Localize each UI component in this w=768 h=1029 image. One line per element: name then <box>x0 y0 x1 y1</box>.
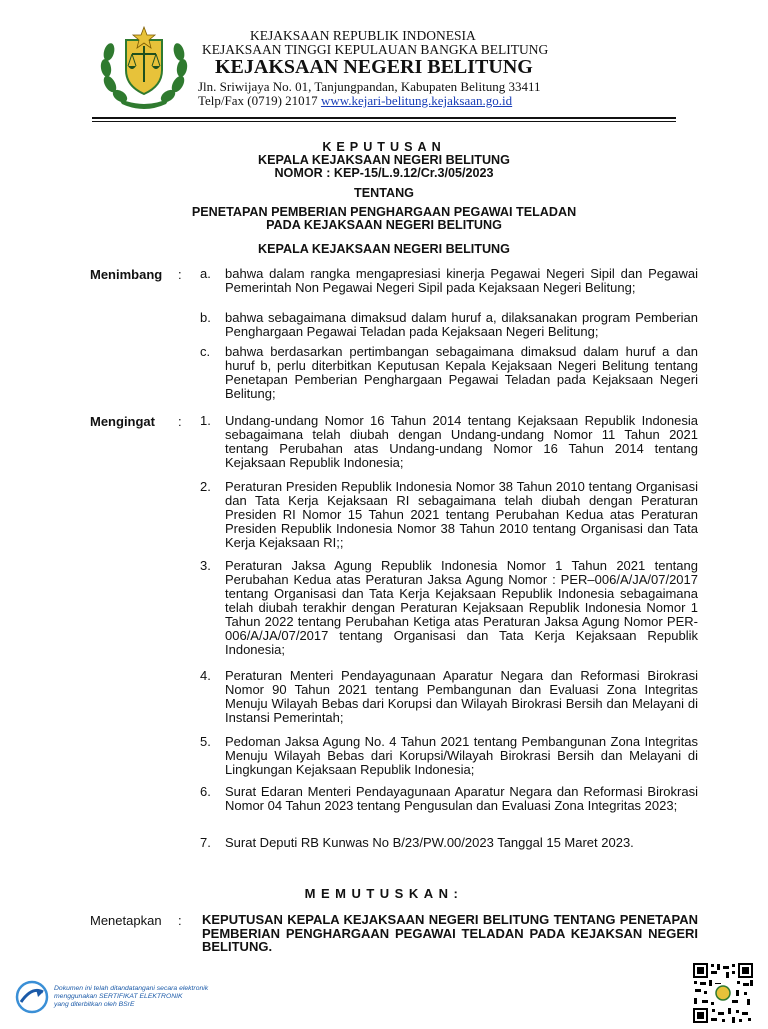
item-marker: b. <box>200 310 211 325</box>
mengingat-label: Mengingat <box>90 414 155 429</box>
item-marker: c. <box>200 344 211 359</box>
mengingat-item <box>200 669 698 725</box>
item-text: Peraturan Presiden Republik Indonesia Nomor 38 Tahun 2010 tentang Organisasi dan Tata Kerja Kejaksaan RI sebagaimana telah diubah dengan Peraturan Presiden RI Nomor 15 Tahun 2021 tentang Perubahan Kedua atas Peraturan Presiden Republik Indonesia Nomor 38 Tahun 2010 tentang Organisasi dan Tata Kerja Kejaksaan RI;; <box>225 479 698 550</box>
mengingat-item <box>200 836 698 850</box>
mengingat-item <box>200 735 698 777</box>
letterhead-website-link[interactable]: www.kejari-belitung.kejaksaan.go.id <box>320 93 513 108</box>
item-text: bahwa berdasarkan pertimbangan sebagaimana dimaksud dalam huruf a dan huruf b, perlu diterbitkan Keputusan Kepala Kejaksaan Negeri Belitung tentang Penetapan Pemberian Penghargaan Pegawai Teladan pada Kejaksaan Negeri Belitung; <box>225 344 698 401</box>
item-text: Pedoman Jaksa Agung No. 4 Tahun 2021 tentang Pembangunan Zona Integritas Menuju Wilayah Bebas dari Korupsi/Wilayah Birokrasi Bersih dan Melayani di Lingkungan Kejaksaan Republik Indonesia; <box>225 734 698 777</box>
esign-line3: yang diterbitkan oleh BSrE <box>54 1001 135 1008</box>
menimbang-item <box>200 267 698 295</box>
menetapkan-text: KEPUTUSAN KEPALA KEJAKSAAN NEGERI BELITUNG TENTANG PENETAPAN PEMBERIAN PENGHARGAAN PEGAWAI TELADAN PADA KEJAKSAN NEGERI BELITUNG. <box>202 912 698 954</box>
item-text: Peraturan Jaksa Agung Republik Indonesia Nomor 1 Tahun 2021 tentang Perubahan Kedua atas Peraturan Jaksa Agung Nomor : PER–006/A/JA/07/2017 tentang Organisasi dan Tata Kerja Kejaksaan Republik Indonesia sebagaimana telah diubah terakhir dengan Peraturan Kejaksaan Republik Indonesia Nomor 1 Tahun 2022 tentang Perubahan Ketiga atas Peraturan Jaksa Agung Nomor PER-006/A/JA/07/2017 tentang Organisasi dan Tata Kerja Kejaksaan Republik Indonesia; <box>225 558 698 657</box>
letterhead-rule-thin <box>92 121 676 122</box>
decree-tentang: TENTANG <box>354 186 414 200</box>
decree-heading: KEPUTUSAN <box>322 140 446 154</box>
item-marker: 6. <box>200 784 211 799</box>
memutuskan-heading: MEMUTUSKAN: <box>304 886 464 901</box>
letterhead-phone: Telp/Fax (0719) 21017 <box>198 93 318 108</box>
item-text: Peraturan Menteri Pendayagunaan Aparatur Negara dan Reformasi Birokrasi Nomor 90 Tahun 2021 tentang Pembangunan dan Evaluasi Zona Integritas Menuju Wilayah Bebas dari Korupsi dan Wilayah Birokrasi Bersih dan Melayani di Instansi Pemerintah; <box>225 668 698 725</box>
menimbang-item <box>200 345 698 401</box>
qr-code-icon <box>692 962 754 1024</box>
decree-issuer-repeat: KEPALA KEJAKSAAN NEGERI BELITUNG <box>258 242 510 256</box>
item-marker: 4. <box>200 668 211 683</box>
mengingat-item <box>200 414 698 470</box>
item-marker: 3. <box>200 558 211 573</box>
item-marker: 5. <box>200 734 211 749</box>
esign-line2: menggunakan SERTIFIKAT ELEKTRONIK <box>54 993 183 1000</box>
item-text: Surat Deputi RB Kunwas No B/23/PW.00/2023 Tanggal 15 Maret 2023. <box>225 835 634 850</box>
decree-subject-line1: PENETAPAN PEMBERIAN PENGHARGAAN PEGAWAI TELADAN <box>191 205 577 219</box>
menetapkan-label: Menetapkan <box>90 913 162 928</box>
bsre-logo-icon <box>12 980 52 1014</box>
letterhead-line2: KEJAKSAAN TINGGI KEPULAUAN BANGKA BELITUNG <box>202 42 549 57</box>
mengingat-item <box>200 785 698 813</box>
decree-number: NOMOR : KEP-15/L.9.12/Cr.3/05/2023 <box>274 166 494 180</box>
item-marker: 7. <box>200 835 211 850</box>
decree-subject-line2: PADA KEJAKSAAN NEGERI BELITUNG <box>266 218 502 232</box>
item-text: bahwa sebagaimana dimaksud dalam huruf a, dilaksanakan program Pemberian Penghargaan Pegawai Teladan pada Kejaksaan Negeri Belitung; <box>225 310 698 339</box>
item-text: Surat Edaran Menteri Pendayagunaan Aparatur Negara dan Reformasi Birokrasi Nomor 04 Tahun 2023 tentang Pengusulan dan Evaluasi Zona Integritas 2023; <box>225 784 698 813</box>
item-text: Undang-undang Nomor 16 Tahun 2014 tentang Kejaksaan Republik Indonesia sebagaimana telah diubah dengan Undang-undang Nomor 11 Tahun 2021 tentang Perubahan atas Undang-undang Nomor 16 Tahun 2014 tentang Kejaksaan Republik Indonesia; <box>225 413 698 470</box>
letterhead-line1: KEJAKSAAN REPUBLIK INDONESIA <box>250 28 476 43</box>
item-text: bahwa dalam rangka mengapresiasi kinerja Pegawai Negeri Sipil dan Pegawai Pemerintah Non Pegawai Negeri Sipil pada Kejaksaan Negeri Belitung; <box>225 266 698 295</box>
letterhead-address: Jln. Sriwijaya No. 01, Tanjungpandan, Kabupaten Belitung 33411 <box>198 79 541 94</box>
menimbang-item <box>200 311 698 339</box>
letterhead-office-name: KEJAKSAAN NEGERI BELITUNG <box>215 56 533 78</box>
mengingat-item <box>200 559 698 657</box>
letterhead-rule-thick <box>92 117 676 119</box>
item-marker: 1. <box>200 413 211 428</box>
esign-line1: Dokumen ini telah ditandatangani secara elektronik <box>54 985 209 992</box>
decree-issuer: KEPALA KEJAKSAAN NEGERI BELITUNG <box>258 153 510 167</box>
item-marker: 2. <box>200 479 211 494</box>
menimbang-label: Menimbang <box>90 267 163 282</box>
menimbang-colon: : <box>178 267 182 282</box>
kejaksaan-emblem-icon <box>96 24 192 110</box>
mengingat-item <box>200 480 698 550</box>
menetapkan-colon: : <box>178 913 182 928</box>
mengingat-colon: : <box>178 414 182 429</box>
item-marker: a. <box>200 266 211 281</box>
esign-notice <box>54 985 254 1009</box>
letterhead-contact <box>198 93 598 109</box>
